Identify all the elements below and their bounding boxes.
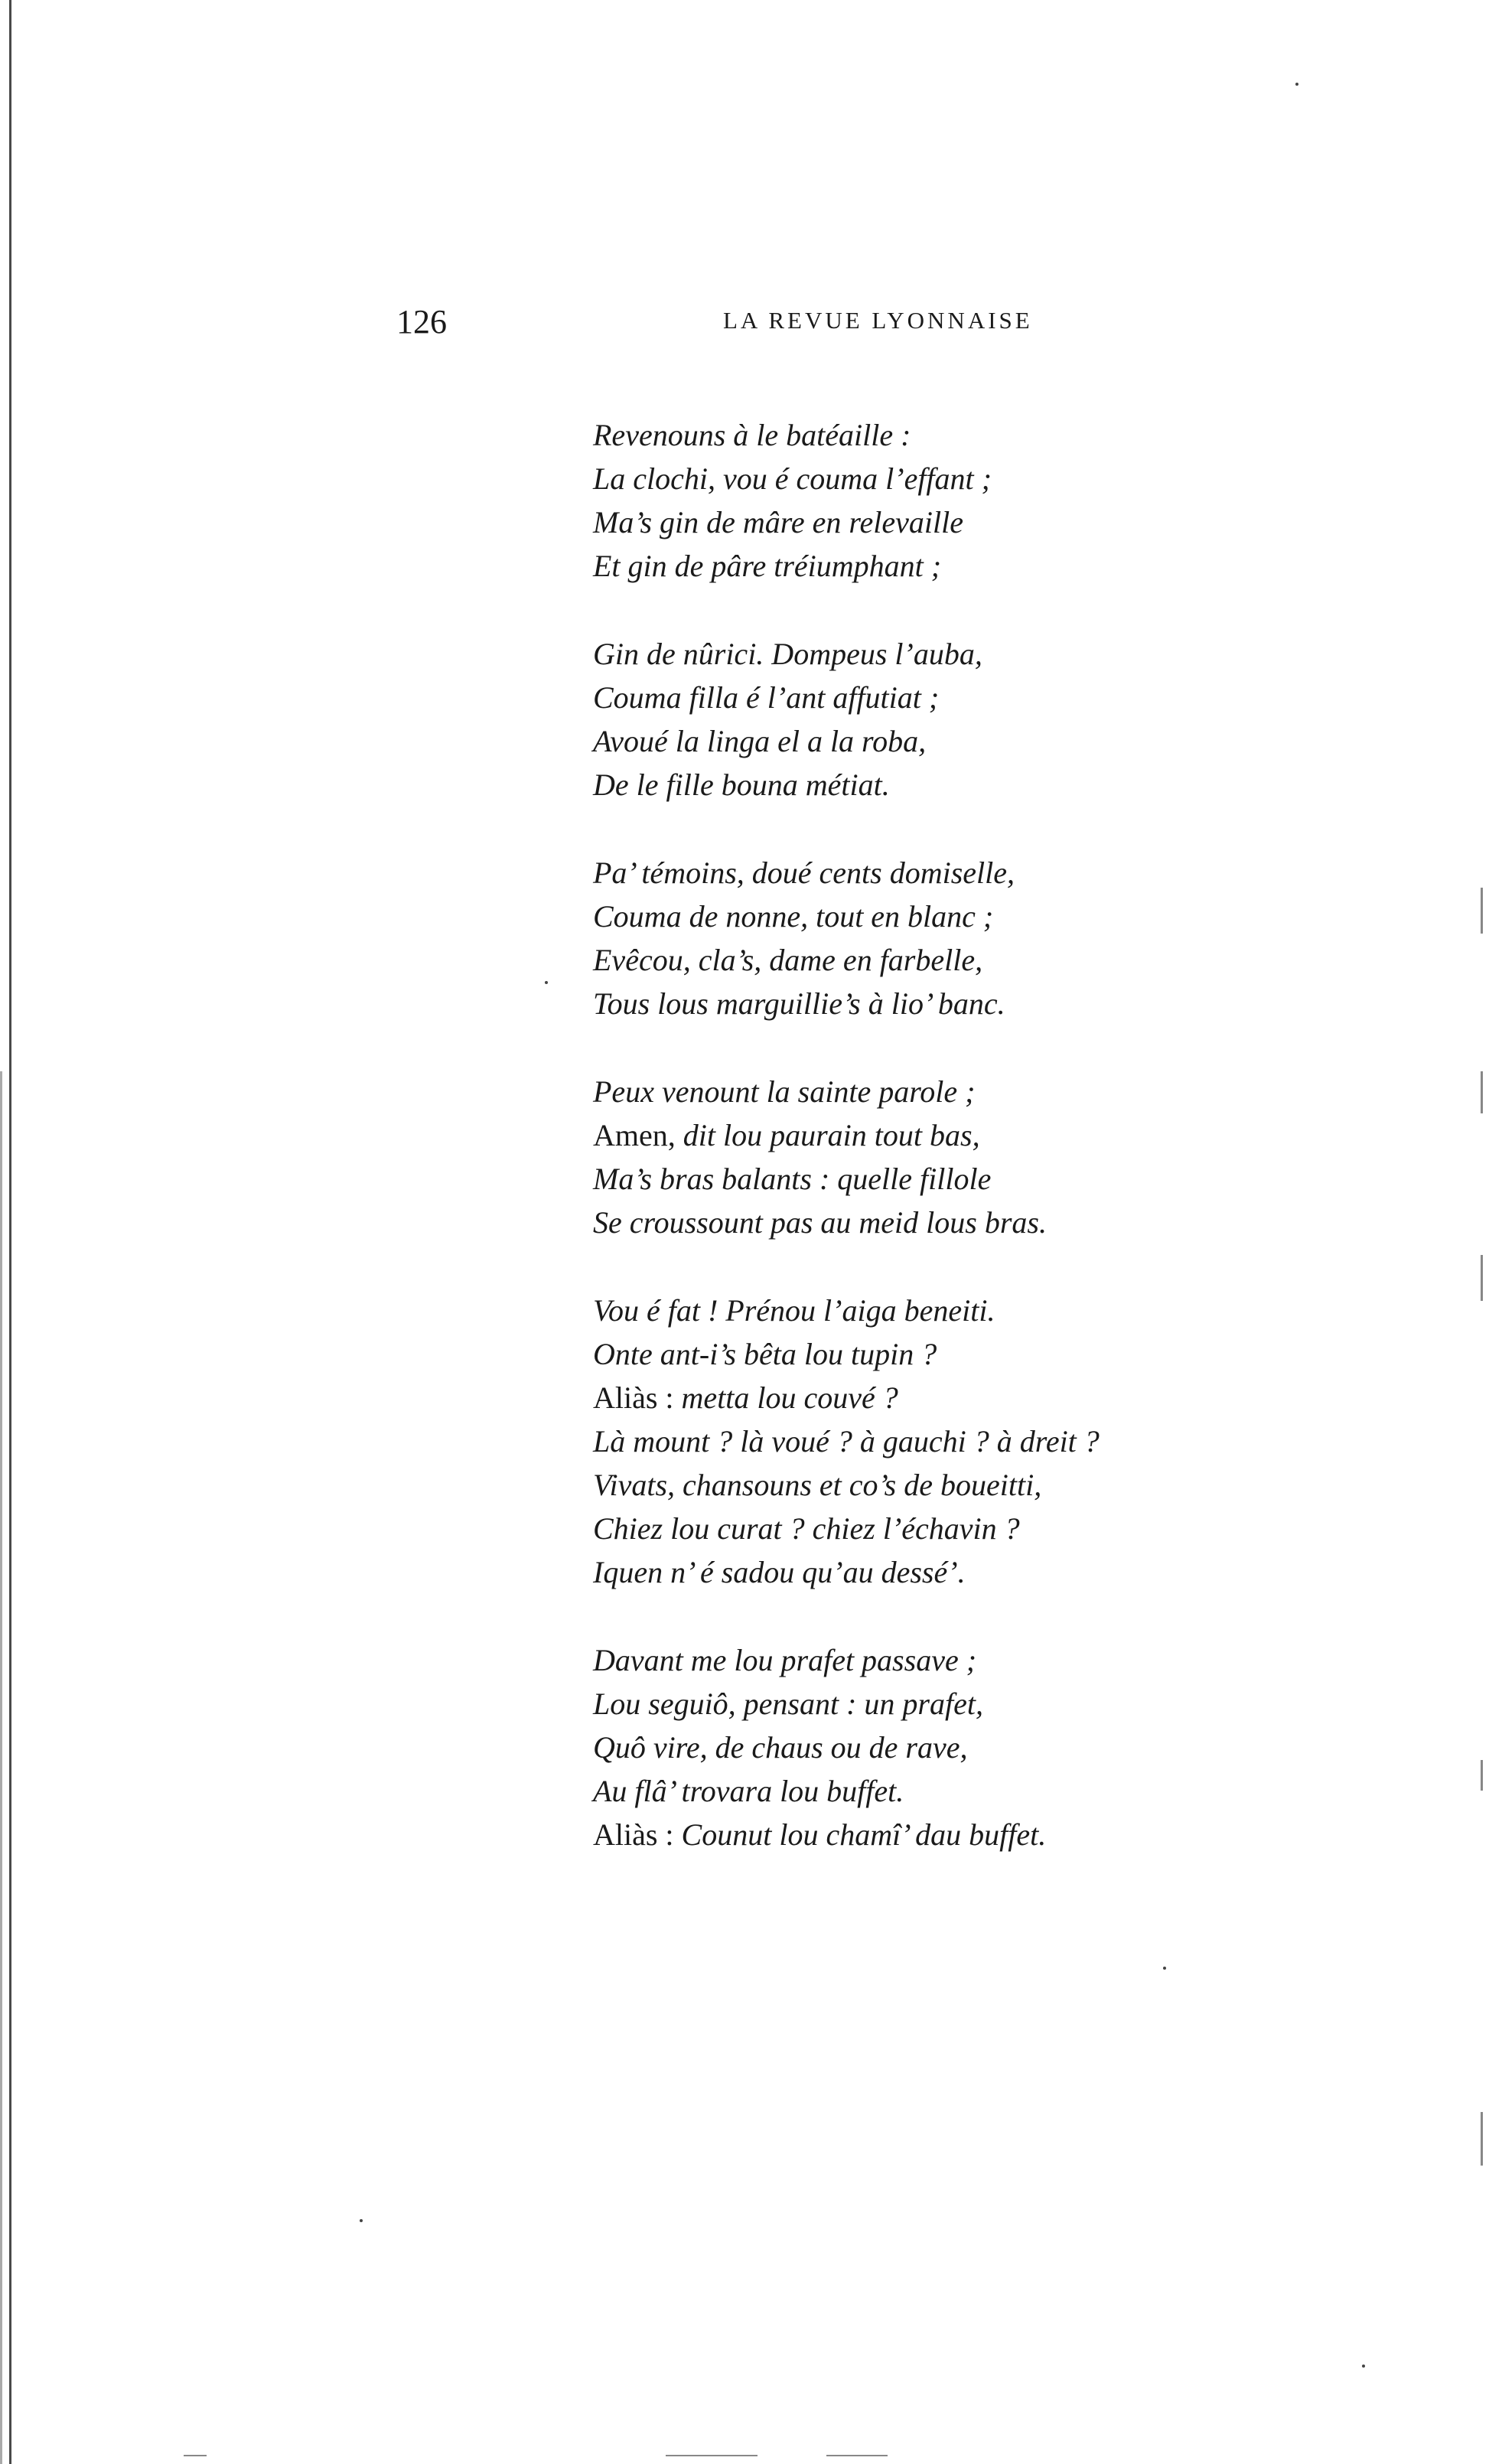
verse-line-prefix: Aliàs :: [593, 1380, 682, 1415]
scan-speck: [1362, 2365, 1365, 2368]
verse-line-text: Au flâ’ trovara lou buffet.: [593, 1774, 904, 1808]
verse-line-text: Couma de nonne, tout en blanc ;: [593, 899, 994, 934]
verse-line-text: Quô vire, de chaus ou de rave,: [593, 1730, 968, 1765]
scan-speck: [1163, 1967, 1166, 1970]
verse-line: [593, 938, 1205, 982]
verse-line-text: Counut lou chamî’ dau buffet.: [681, 1817, 1047, 1852]
verse-line-text: Se croussount pas au meid lous bras.: [593, 1205, 1047, 1240]
scan-rule: [666, 2455, 758, 2456]
verse-line-text: Revenouns à le batéaille :: [593, 418, 911, 452]
verse-line-text: Iquen n’ é sadou qu’au dessé’.: [593, 1555, 966, 1589]
verse-line: [593, 1550, 1205, 1594]
page-scan-edge: [0, 1071, 2, 2464]
verse-line: [593, 719, 1205, 763]
stanza: [593, 1289, 1205, 1594]
verse-line: [593, 1507, 1205, 1550]
verse-line-text: metta lou couvé ?: [681, 1380, 898, 1415]
verse-line: [593, 1769, 1205, 1813]
verse-line: [593, 1289, 1205, 1332]
verse-line-text: dit lou paurain tout bas,: [683, 1118, 980, 1152]
verse-line: [593, 1376, 1205, 1419]
verse-line-text: Peux venount la sainte parole ;: [593, 1074, 976, 1109]
stanza: [593, 632, 1205, 807]
verse-line: [593, 457, 1205, 500]
verse-line: [593, 1157, 1205, 1201]
page-binding-edge: [9, 0, 11, 2464]
scan-mark: [1481, 888, 1483, 934]
scan-mark: [1481, 2112, 1483, 2166]
verse-line-text: Ma’s gin de mâre en relevaille: [593, 505, 963, 539]
verse-line: [593, 895, 1205, 938]
verse-line-text: Tous lous marguillie’s à lio’ banc.: [593, 986, 1005, 1021]
page-header: [0, 302, 1489, 341]
scan-mark: [1481, 1255, 1483, 1301]
verse-line: [593, 544, 1205, 588]
verse-line: [593, 1201, 1205, 1244]
verse-line: [593, 500, 1205, 544]
verse-line-text: Ma’s bras balants : quelle fillole: [593, 1162, 992, 1196]
stanza: [593, 1070, 1205, 1244]
verse-line: [593, 1070, 1205, 1113]
verse-line-text: Et gin de pâre tréiumphant ;: [593, 549, 942, 583]
scan-mark: [1481, 1071, 1483, 1113]
verse-line: [593, 851, 1205, 895]
verse-line: [593, 1682, 1205, 1726]
scan-speck: [1295, 83, 1298, 86]
poem: [593, 413, 1205, 1901]
stanza: [593, 413, 1205, 588]
stanza: [593, 1638, 1205, 1856]
verse-line-text: Chiez lou curat ? chiez l’échavin ?: [593, 1511, 1020, 1546]
verse-line-text: La clochi, vou é couma l’effant ;: [593, 461, 992, 496]
verse-line-text: Avoué la linga el a la roba,: [593, 724, 927, 758]
verse-line-prefix: Aliàs :: [593, 1817, 682, 1852]
verse-line: [593, 1813, 1205, 1856]
verse-line: [593, 676, 1205, 719]
scan-speck: [360, 2219, 363, 2222]
verse-line: [593, 1113, 1205, 1157]
verse-line-text: Gin de nûrici. Dompeus l’auba,: [593, 637, 982, 671]
verse-line: [593, 413, 1205, 457]
verse-line: [593, 1332, 1205, 1376]
verse-line-text: Davant me lou prafet passave ;: [593, 1643, 977, 1677]
verse-line-text: Onte ant-i’s bêta lou tupin ?: [593, 1337, 937, 1371]
verse-line-text: De le fille bouna métiat.: [593, 768, 890, 802]
verse-line: [593, 763, 1205, 807]
verse-line-prefix: Amen,: [593, 1118, 683, 1152]
stanza: [593, 851, 1205, 1025]
verse-line: [593, 1638, 1205, 1682]
verse-line-text: Couma filla é l’ant affutiat ;: [593, 680, 940, 715]
scan-rule: [826, 2455, 888, 2456]
verse-line: [593, 1463, 1205, 1507]
verse-line-text: Vivats, chansouns et co’s de boueitti,: [593, 1468, 1042, 1502]
verse-line-text: Là mount ? là voué ? à gauchi ? à dreit ?: [593, 1424, 1100, 1459]
verse-line-text: Pa’ témoins, doué cents domiselle,: [593, 856, 1015, 890]
verse-line: [593, 1726, 1205, 1769]
scan-speck: [545, 981, 548, 984]
scan-rule: [184, 2455, 207, 2456]
page-number: 126: [396, 303, 447, 341]
verse-line: [593, 1419, 1205, 1463]
verse-line: [593, 982, 1205, 1025]
verse-line-text: Evêcou, cla’s, dame en farbelle,: [593, 943, 983, 977]
verse-line-text: Vou é fat ! Prénou l’aiga beneiti.: [593, 1293, 995, 1328]
scan-mark: [1481, 1760, 1483, 1791]
verse-line: [593, 632, 1205, 676]
verse-line-text: Lou seguiô, pensant : un prafet,: [593, 1687, 983, 1721]
running-head: LA REVUE LYONNAISE: [723, 307, 1033, 334]
